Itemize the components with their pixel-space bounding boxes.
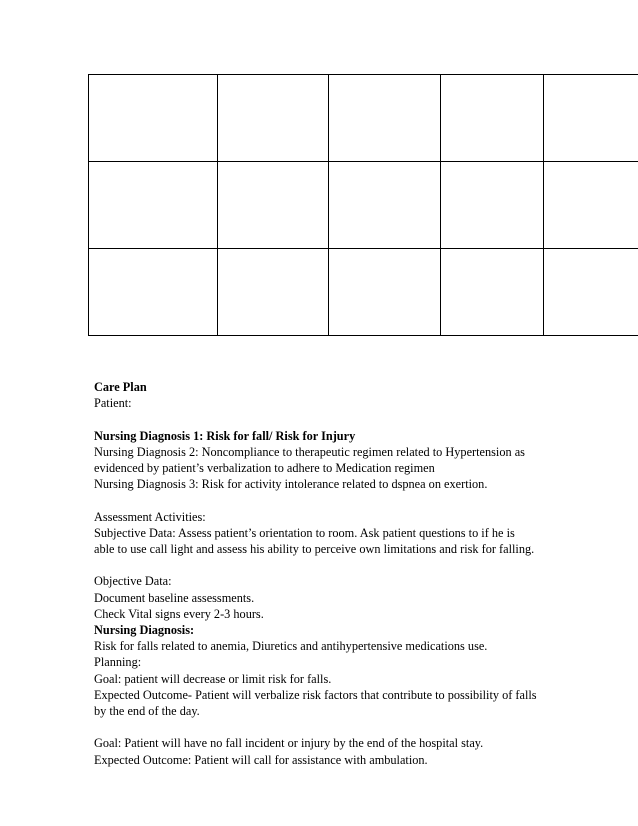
subjective-data-line2: able to use call light and assess his ability to perceive own limitations and risk for falling. <box>94 542 535 556</box>
table-row <box>89 162 638 249</box>
table-row <box>89 75 638 162</box>
table-cell <box>440 249 543 336</box>
table-cell <box>217 75 328 162</box>
objective-data-line2: Check Vital signs every 2-3 hours. <box>94 606 264 621</box>
table-cell <box>328 162 440 249</box>
nursing-diagnosis-2-line2: evidenced by patient’s verbalization to adhere to Medication regimen <box>94 461 435 475</box>
subjective-data-line1: Subjective Data: Assess patient’s orientation to room. Ask patient questions to if he is <box>94 525 515 540</box>
expected-outcome-1-line2: by the end of the day. <box>94 704 200 719</box>
table-cell <box>543 249 638 336</box>
objective-data-line1: Document baseline assessments. <box>94 590 255 605</box>
nursing-diagnosis-heading: Nursing Diagnosis: <box>94 623 195 637</box>
expected-outcome-1-line1: Expected Outcome- Patient will verbalize risk factors that contribute to possibility of falls <box>94 687 537 702</box>
table-cell <box>440 162 543 249</box>
nursing-diagnosis-1: Nursing Diagnosis 1: Risk for fall/ Risk for Injury <box>94 428 356 443</box>
objective-data-heading: Objective Data: <box>94 574 172 589</box>
goal-1: Goal: patient will decrease or limit risk for falls. <box>94 671 332 686</box>
table-cell <box>328 75 440 162</box>
spacer <box>94 492 634 508</box>
nursing-diagnosis-2-line1: Nursing Diagnosis 2: Noncompliance to therapeutic regimen related to Hypertension as <box>94 444 525 459</box>
nursing-diagnosis-text: Risk for falls related to anemia, Diuretics and antihypertensive medications use. <box>94 639 488 654</box>
patient-label: Patient: <box>94 396 132 411</box>
spacer <box>94 557 634 573</box>
table-cell <box>89 249 218 336</box>
spacer <box>94 411 634 427</box>
expected-outcome-2: Expected Outcome: Patient will call for assistance with ambulation. <box>94 752 428 767</box>
spacer <box>94 719 634 735</box>
care-plan-title: Care Plan <box>94 380 147 394</box>
assessment-heading: Assessment Activities: <box>94 509 206 524</box>
table-cell <box>440 75 543 162</box>
table-cell <box>217 162 328 249</box>
nursing-diagnosis-3: Nursing Diagnosis 3: Risk for activity intolerance related to dspnea on exertion. <box>94 477 488 492</box>
planning-heading: Planning: <box>94 655 142 670</box>
table-cell <box>543 75 638 162</box>
care-plan-body <box>94 379 634 768</box>
goal-2: Goal: Patient will have no fall incident or injury by the end of the hospital stay. <box>94 736 484 751</box>
table-cell <box>328 249 440 336</box>
table-cell <box>543 162 638 249</box>
table-cell <box>89 75 218 162</box>
table-cell <box>217 249 328 336</box>
table-row <box>89 249 638 336</box>
table-cell <box>89 162 218 249</box>
empty-grid-table <box>88 74 638 336</box>
